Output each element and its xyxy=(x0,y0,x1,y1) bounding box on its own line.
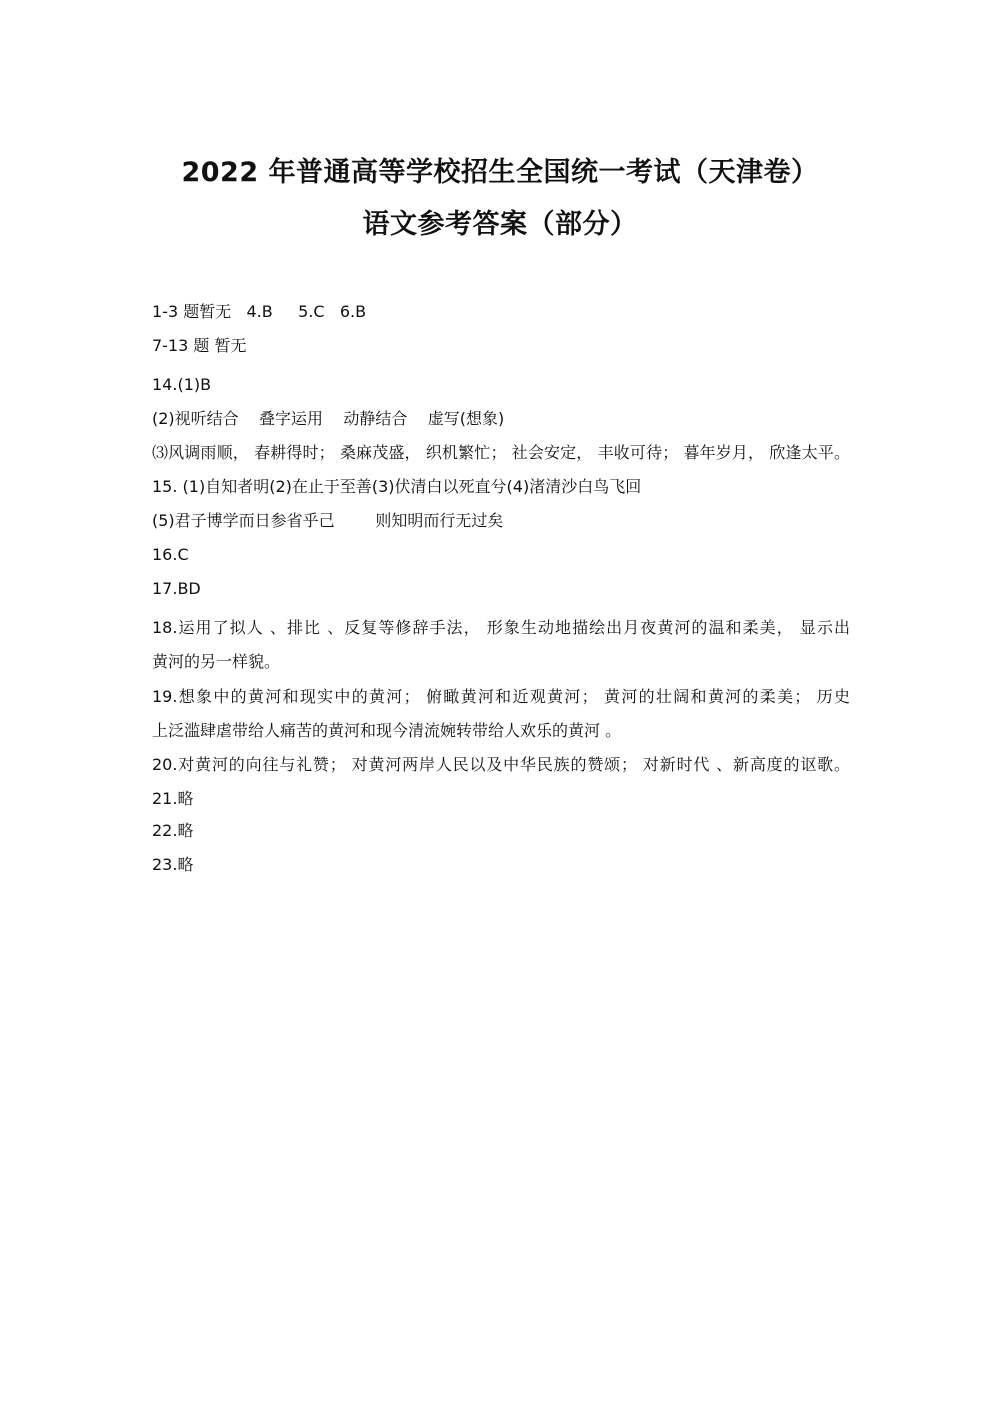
answer-line-20: 20.对黄河的向往与礼赞； 对黄河两岸人民以及中华民族的赞颂； 对新时代 、新高度的讴歌。 xyxy=(152,755,850,774)
answer-line-1-6: 1-3 题暂无 4.B 5.C 6.B xyxy=(152,302,367,321)
document-subtitle: 语文参考答案（部分） xyxy=(362,209,638,240)
answer-line-18-b: 黄河的另一样貌。 xyxy=(152,652,281,671)
answer-line-16: 16.C xyxy=(152,545,189,564)
answer-line-15-b: (5)君子博学而日参省乎己 则知明而行无过矣 xyxy=(152,511,504,530)
answer-line-19-a: 19.想象中的黄河和现实中的黄河； 俯瞰黄河和近观黄河； 黄河的壮阔和黄河的柔美； 历史 xyxy=(152,687,850,706)
answer-line-7-13: 7-13 题 暂无 xyxy=(152,336,247,355)
answer-line-22: 22.略 xyxy=(152,821,194,840)
answer-line-14-1: 14.(1)B xyxy=(152,375,212,394)
answer-line-19-b: 上泛滥肆虐带给人痛苦的黄河和现今清流婉转带给人欢乐的黄河 。 xyxy=(152,721,622,740)
answer-line-18-a: 18.运用了拟人 、排比 、反复等修辞手法， 形象生动地描绘出月夜黄河的温和柔美， 显示出 xyxy=(152,618,850,637)
document-title: 2022 年普通高等学校招生全国统一考试（天津卷） xyxy=(181,157,819,188)
answer-line-23: 23.略 xyxy=(152,855,194,874)
answer-line-17: 17.BD xyxy=(152,579,201,598)
answer-line-14-2: (2)视听结合 叠字运用 动静结合 虚写(想象) xyxy=(152,409,505,428)
answer-line-21: 21.略 xyxy=(152,789,194,808)
answer-line-15-a: 15. (1)自知者明(2)在止于至善(3)伏清白以死直兮(4)渚清沙白鸟飞回 xyxy=(152,477,642,496)
answer-line-14-3: ⑶风调雨顺， 春耕得时； 桑麻茂盛， 织机繁忙； 社会安定， 丰收可待； 暮年岁月， 欣逢太平。 xyxy=(152,443,850,462)
